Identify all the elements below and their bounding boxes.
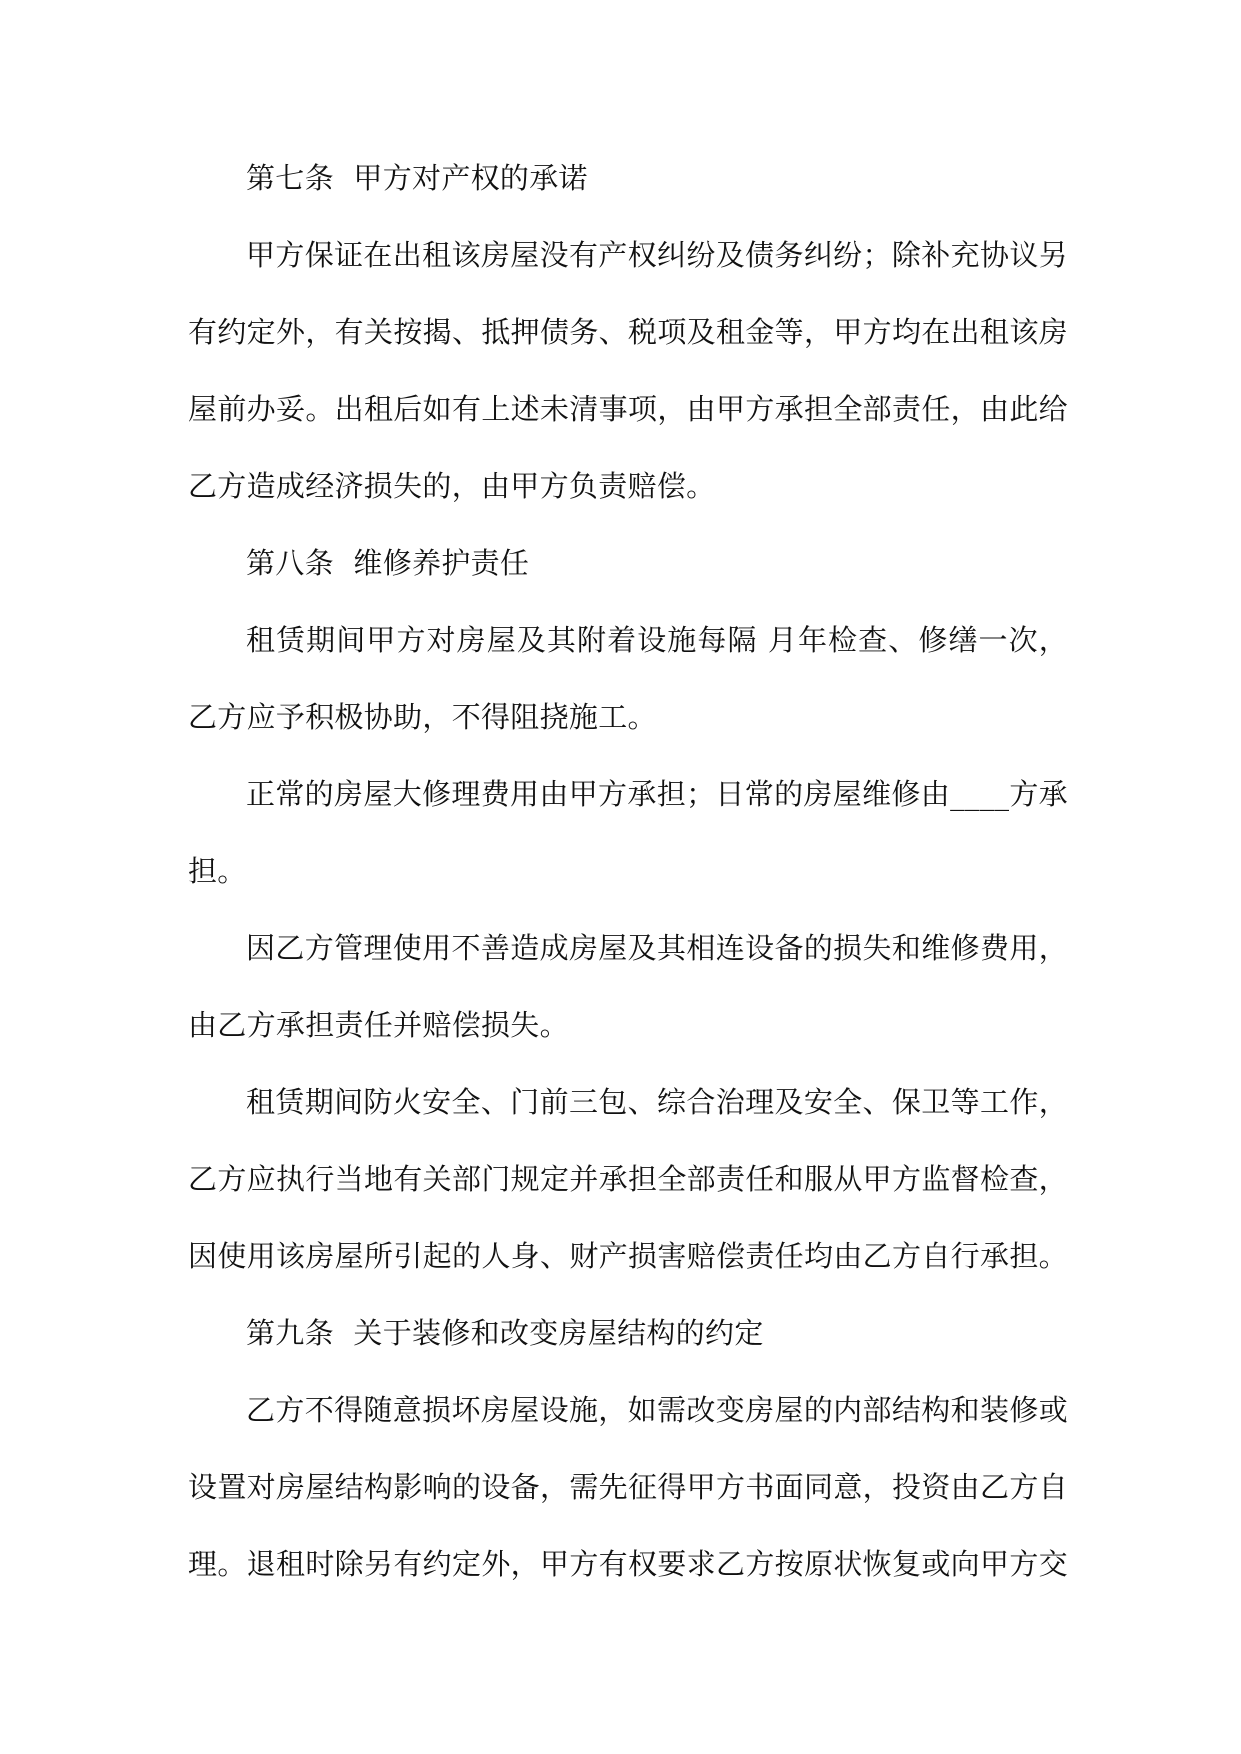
paragraph-line: 因使用该房屋所引起的人身、财产损害赔偿责任均由乙方自行承担。 <box>188 1239 1068 1273</box>
article-7-heading: 第七条 甲方对产权的承诺 <box>246 161 588 195</box>
paragraph-line: 租赁期间甲方对房屋及其附着设施每隔 月年检查、修缮一次， <box>246 623 1068 657</box>
paragraph-line: 担。 <box>188 854 247 888</box>
paragraph-line: 由乙方承担责任并赔偿损失。 <box>188 1008 569 1042</box>
article-9-heading: 第九条 关于装修和改变房屋结构的约定 <box>246 1316 764 1350</box>
document-body <box>188 140 1068 1603</box>
paragraph-line: 正常的房屋大修理费用由甲方承担；日常的房屋维修由____方承 <box>246 777 1068 811</box>
paragraph-line: 甲方保证在出租该房屋没有产权纠纷及债务纠纷；除补充协议另 <box>246 238 1068 272</box>
paragraph-line: 理。退租时除另有约定外，甲方有权要求乙方按原状恢复或向甲方交 <box>188 1547 1068 1581</box>
article-8-heading: 第八条 维修养护责任 <box>246 546 530 580</box>
paragraph-line: 屋前办妥。出租后如有上述未清事项，由甲方承担全部责任，由此给 <box>188 392 1068 426</box>
paragraph-line: 因乙方管理使用不善造成房屋及其相连设备的损失和维修费用， <box>246 931 1068 965</box>
paragraph-line: 有约定外，有关按揭、抵押债务、税项及租金等，甲方均在出租该房 <box>188 315 1068 349</box>
paragraph-line: 乙方应予积极协助，不得阻挠施工。 <box>188 700 657 734</box>
paragraph-line: 租赁期间防火安全、门前三包、综合治理及安全、保卫等工作， <box>246 1085 1068 1119</box>
paragraph-line: 设置对房屋结构影响的设备，需先征得甲方书面同意，投资由乙方自 <box>188 1470 1068 1504</box>
paragraph-line: 乙方不得随意损坏房屋设施，如需改变房屋的内部结构和装修或 <box>246 1393 1068 1427</box>
paragraph-line: 乙方造成经济损失的，由甲方负责赔偿。 <box>188 469 716 503</box>
paragraph-line: 乙方应执行当地有关部门规定并承担全部责任和服从甲方监督检查， <box>188 1162 1068 1196</box>
